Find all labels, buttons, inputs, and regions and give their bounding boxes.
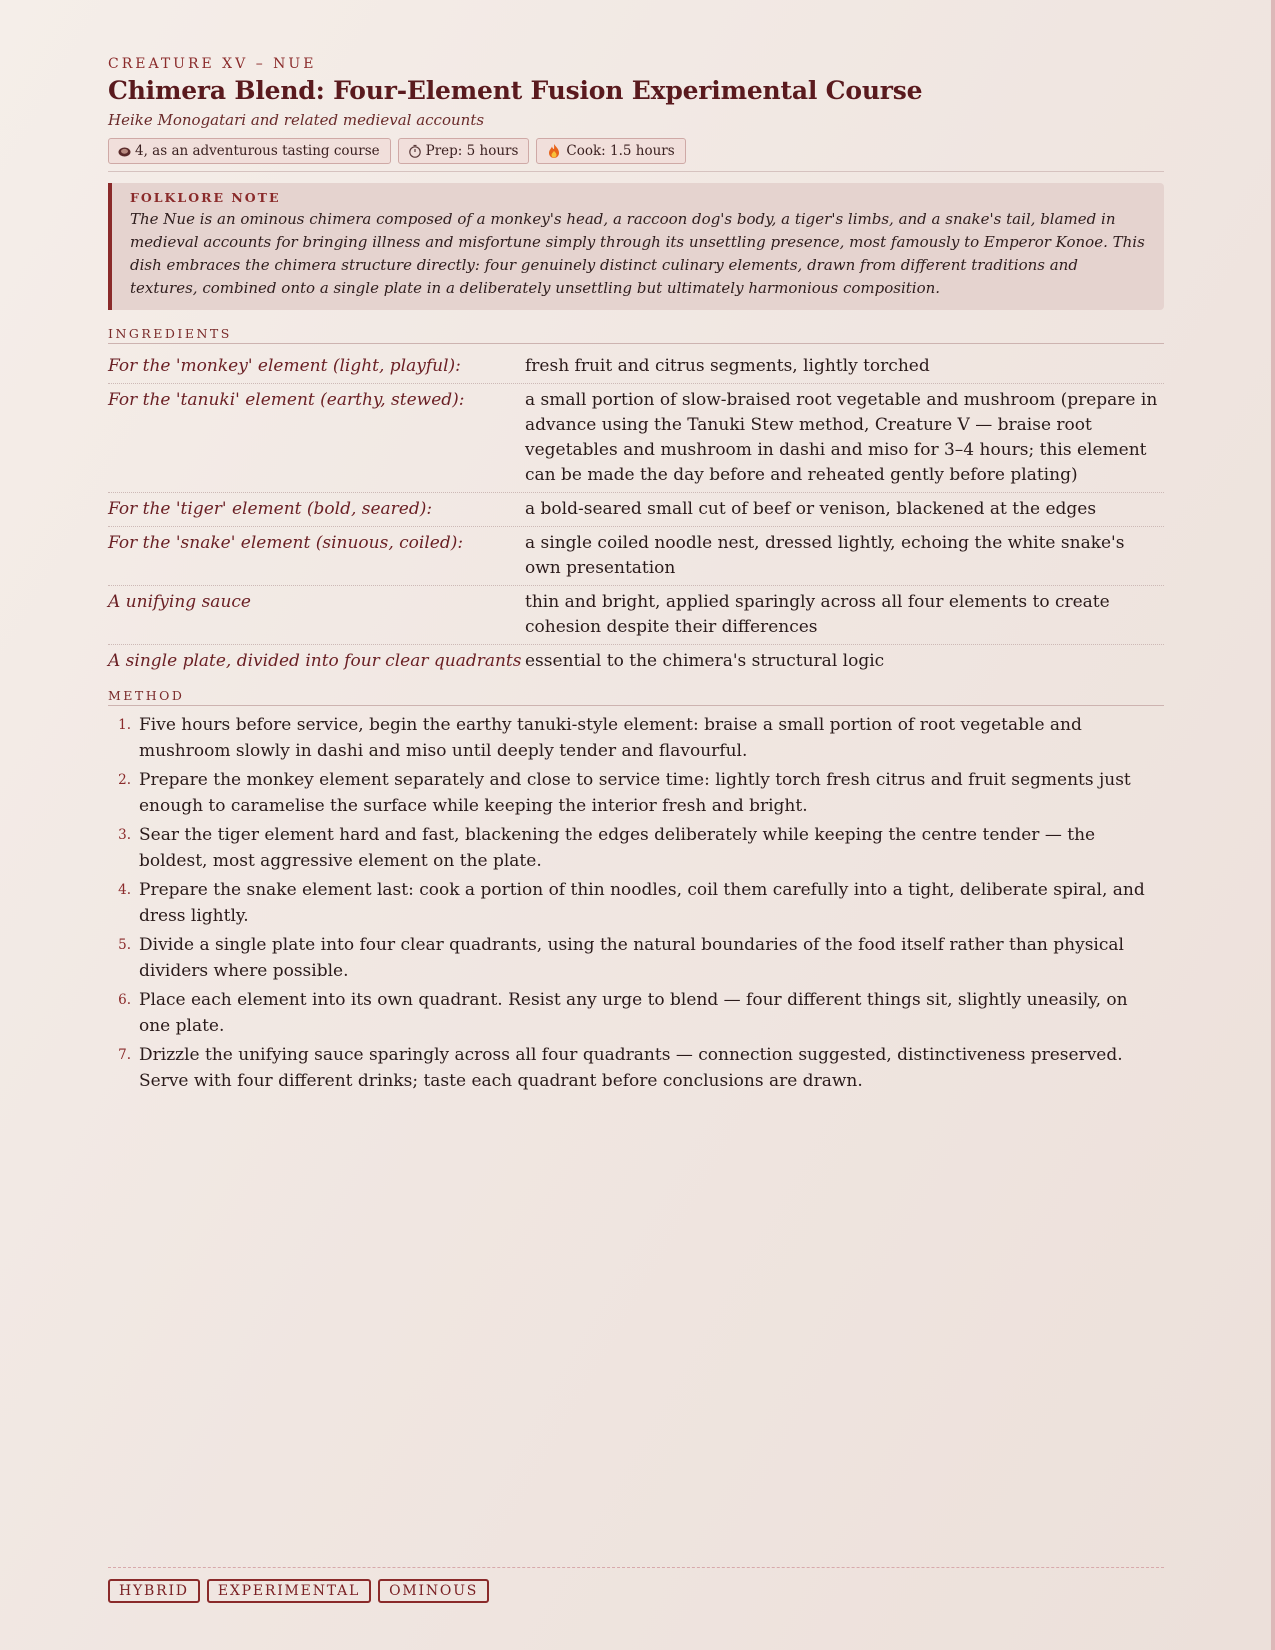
ingredient-row: [108, 350, 1164, 384]
ingredient-row: [108, 527, 1164, 586]
step-number: 4.: [118, 882, 131, 898]
ingredient-label: For the 'tiger' element (bold, seared):: [108, 499, 433, 519]
ingredient-value: a small portion of slow-braised root vegetable and mushroom (prepare in advance using the Tanuki Stew method, Creature V — braise root vegetables and mushroom in dashi and miso for 3–4 hours; this element can be made the day before and reheated gently before plating): [525, 390, 1158, 485]
recipe-meta-chips: [108, 138, 1164, 164]
step-number: 7.: [118, 1047, 131, 1063]
ingredient-value: a bold-seared small cut of beef or venison, blackened at the edges: [525, 499, 1097, 519]
recipe-source: Heike Monogatari and related medieval accounts: [108, 111, 485, 129]
recipe-title: Chimera Blend: Four-Element Fusion Experimental Course: [108, 76, 923, 105]
page-edge: [1271, 0, 1275, 1650]
cook-chip: [536, 138, 685, 164]
method-steps: [108, 712, 1164, 1094]
ingredient-label: For the 'tanuki' element (earthy, stewed):: [108, 390, 465, 410]
folklore-note-text: The Nue is an ominous chimera composed of a monkey's head, a raccoon dog's body, a tiger's limbs, and a snake's tail, blamed in medieval accounts for bringing illness and misfortune simply through its unsettling presence, most famously to Emperor Konoe. This dish embraces the chimera structure directly: four genuinely distinct culinary elements, drawn from different traditions and textures, combined onto a single plate in a deliberately unsettling but ultimately harmonious composition.: [130, 210, 1145, 297]
ingredient-row: [108, 384, 1164, 493]
method-step: [108, 877, 1164, 929]
ingredient-label: For the 'snake' element (sinuous, coiled):: [108, 533, 464, 553]
ingredient-row: [108, 586, 1164, 645]
creature-eyebrow: CREATURE XV – NUE: [108, 56, 317, 72]
method-step: [108, 987, 1164, 1039]
step-text: Five hours before service, begin the earthy tanuki-style element: braise a small portion of root vegetable and mushroom slowly in dashi and miso until deeply tender and flavourful.: [139, 715, 1082, 761]
folklore-note-label: FOLKLORE NOTE: [130, 190, 281, 205]
ingredient-label: A single plate, divided into four clear quadrants: [108, 651, 522, 671]
ingredient-label: For the 'monkey' element (light, playful):: [108, 356, 461, 376]
tag-hybrid: HYBRID: [108, 1579, 200, 1603]
step-text: Drizzle the unifying sauce sparingly across all four quadrants — connection suggested, distinctiveness preserved. Serve with four different drinks; taste each quadrant before conclusions are drawn.: [139, 1045, 1123, 1091]
step-text: Sear the tiger element hard and fast, blackening the edges deliberately while keeping the centre tender — the boldest, most aggressive element on the plate.: [139, 825, 1096, 871]
step-number: 2.: [118, 772, 131, 788]
recipe-card: [108, 56, 1164, 1094]
tag-list: [108, 1579, 1164, 1603]
ingredient-value: thin and bright, applied sparingly across all four elements to create cohesion despite their differences: [525, 592, 1110, 637]
tag-experimental: EXPERIMENTAL: [207, 1579, 371, 1603]
method-heading: METHOD: [108, 688, 1164, 706]
method-step: [108, 712, 1164, 764]
plate-icon: [118, 145, 131, 158]
step-number: 1.: [118, 717, 131, 733]
ingredient-value: fresh fruit and citrus segments, lightly torched: [525, 356, 930, 376]
cook-label: Cook: 1.5 hours: [566, 143, 675, 159]
step-text: Prepare the snake element last: cook a portion of thin noodles, coil them carefully into a tight, deliberate spiral, and dress lightly.: [139, 880, 1145, 926]
step-text: Divide a single plate into four clear quadrants, using the natural boundaries of the food itself rather than physical dividers where possible.: [139, 935, 1124, 981]
ingredients-heading: INGREDIENTS: [108, 326, 1164, 344]
servings-label: 4, as an adventurous tasting course: [135, 143, 380, 159]
step-number: 6.: [118, 992, 131, 1008]
prep-chip: [398, 138, 530, 164]
ingredient-row: [108, 493, 1164, 527]
step-number: 3.: [118, 827, 131, 843]
method-step: [108, 767, 1164, 819]
ingredient-value: a single coiled noodle nest, dressed lightly, echoing the white snake's own presentation: [525, 533, 1125, 578]
recipe-footer: [108, 1567, 1164, 1603]
timer-icon: [408, 144, 422, 158]
ingredient-row: [108, 645, 1164, 678]
tag-ominous: OMINOUS: [378, 1579, 489, 1603]
method-step: [108, 822, 1164, 874]
ingredient-label: A unifying sauce: [108, 592, 251, 612]
servings-chip: [108, 138, 391, 164]
ingredient-value: essential to the chimera's structural logic: [525, 651, 885, 671]
prep-label: Prep: 5 hours: [425, 143, 519, 159]
folklore-note: [108, 183, 1164, 310]
method-step: [108, 932, 1164, 984]
step-text: Place each element into its own quadrant. Resist any urge to blend — four different things sit, slightly uneasily, on one plate.: [139, 990, 1128, 1036]
header-divider: [108, 171, 1164, 172]
step-number: 5.: [118, 937, 131, 953]
step-text: Prepare the monkey element separately and close to service time: lightly torch fresh citrus and fruit segments just enough to caramelise the surface while keeping the interior fresh and bright.: [139, 770, 1131, 816]
ingredients-list: [108, 350, 1164, 678]
method-step: [108, 1042, 1164, 1094]
flame-icon: [546, 143, 562, 159]
